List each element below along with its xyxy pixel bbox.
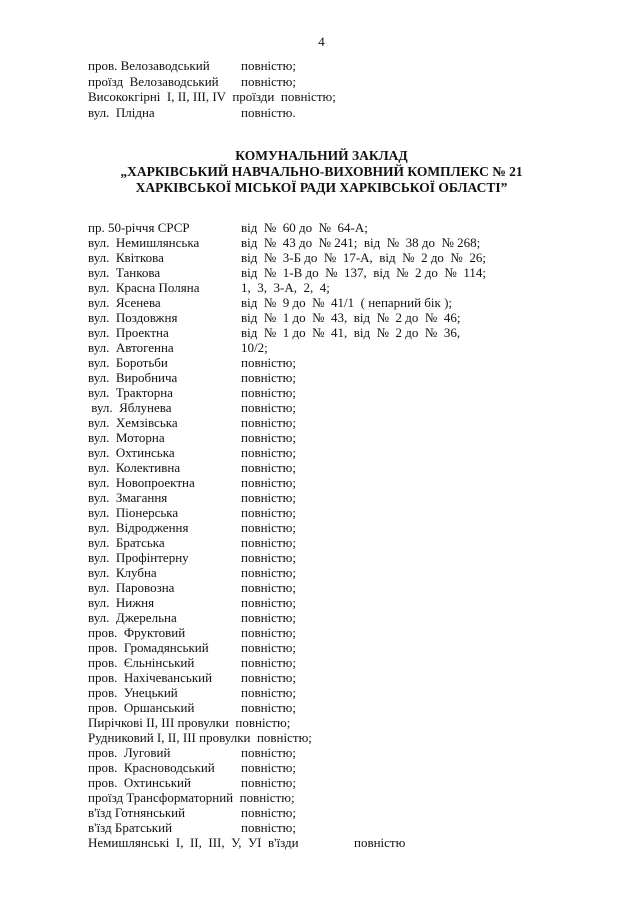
street-name: Пирічкові II, III провулки повністю;	[88, 715, 291, 730]
street-coverage: повністю;	[241, 490, 296, 505]
street-coverage: повністю;	[241, 565, 296, 580]
street-name: вул. Клубна	[88, 565, 157, 580]
page-number: 4	[318, 34, 325, 49]
heading-line-1: КОМУНАЛЬНИЙ ЗАКЛАД	[235, 148, 408, 163]
street-coverage: повністю;	[241, 700, 296, 715]
street-name: пров. Луговий	[88, 745, 171, 760]
street-coverage: повністю;	[241, 610, 296, 625]
street-coverage: повністю;	[241, 805, 296, 820]
street-name: вул. Нижня	[88, 595, 155, 610]
street-coverage: повністю;	[241, 445, 296, 460]
street-coverage: повністю;	[241, 820, 296, 835]
street-name: вул. Ясенева	[88, 295, 161, 310]
street-name: вул. Хемзівська	[88, 415, 178, 430]
street-name: вул. Плідна	[88, 104, 155, 120]
street-name: вул. Красна Поляна	[88, 280, 200, 295]
street-name: вул. Відродження	[88, 520, 189, 535]
street-name: вул. Тракторна	[88, 385, 173, 400]
street-coverage: повністю;	[241, 760, 296, 775]
street-name: вул. Змагання	[88, 490, 168, 505]
street-coverage: 10/2;	[241, 340, 268, 355]
street-coverage: повністю;	[241, 640, 296, 655]
street-name: пров. Унецький	[88, 685, 178, 700]
street-coverage: від № 1-В до № 137, від № 2 до № 114;	[241, 265, 486, 280]
heading-line-3: ХАРКІВСЬКОЇ МІСЬКОЇ РАДИ ХАРКІВСЬКОЇ ОБЛАСТІ”	[135, 180, 508, 195]
street-coverage: повністю;	[241, 370, 296, 385]
street-coverage: повністю	[354, 835, 406, 850]
street-name: вул. Боротьби	[88, 355, 168, 370]
street-coverage: повністю;	[241, 685, 296, 700]
street-coverage: повністю;	[241, 460, 296, 475]
street-name: вул. Джерельна	[88, 610, 177, 625]
street-coverage: повністю;	[241, 400, 296, 415]
street-name: пров. Громадянський	[88, 640, 209, 655]
street-coverage: повністю;	[241, 535, 296, 550]
street-name: вул. Проектна	[88, 325, 169, 340]
street-name: пр. 50-річчя СРСР	[88, 220, 190, 235]
street-name: вул. Моторна	[88, 430, 165, 445]
street-coverage: повністю;	[241, 73, 296, 89]
street-coverage: повністю;	[241, 430, 296, 445]
street-name: вул. Виробнича	[88, 370, 178, 385]
street-name: пров. Красноводський	[88, 760, 215, 775]
street-name: Висококгірні I, II, III, IV проїзди повністю;	[88, 89, 336, 104]
heading-line-2: „ХАРКІВСЬКИЙ НАВЧАЛЬНО-ВИХОВНИЙ КОМПЛЕКС № 21	[120, 164, 523, 179]
street-name: пров. Єльнінський	[88, 655, 195, 670]
street-name: вул. Профінтерну	[88, 550, 189, 565]
street-name: пров. Велозаводський	[88, 58, 210, 73]
street-name: вул. Танкова	[88, 265, 161, 280]
street-coverage: повністю;	[241, 670, 296, 685]
street-coverage: від № 1 до № 43, від № 2 до № 46;	[241, 310, 461, 325]
street-coverage: повністю;	[241, 580, 296, 595]
street-coverage: від № 60 до № 64-А;	[241, 220, 368, 235]
street-name: вул. Паровозна	[88, 580, 175, 595]
street-name: пров. Фруктовий	[88, 625, 186, 640]
street-name: проїзд Велозаводський	[88, 73, 219, 89]
street-name: вул. Поздовжня	[88, 310, 178, 325]
street-name: вул. Немишлянська	[88, 235, 200, 250]
street-coverage: повністю;	[241, 655, 296, 670]
street-coverage: від № 1 до № 41, від № 2 до № 36,	[241, 325, 461, 340]
institution-heading	[0, 148, 643, 196]
street-coverage: повністю;	[241, 415, 296, 430]
street-name: вул. Квіткова	[88, 250, 164, 265]
street-coverage: повністю;	[241, 595, 296, 610]
street-name: проїзд Трансформаторний повністю;	[88, 790, 295, 805]
street-coverage: 1, 3, 3-А, 2, 4;	[241, 280, 330, 295]
street-coverage: повністю;	[241, 505, 296, 520]
street-name: вул. Братська	[88, 535, 165, 550]
street-name: вул. Піонерська	[88, 505, 179, 520]
street-name: пров. Оршанський	[88, 700, 195, 715]
street-name: вул. Колективна	[88, 460, 181, 475]
street-coverage: повністю;	[241, 520, 296, 535]
street-coverage: повністю;	[241, 625, 296, 640]
street-coverage: від № 43 до № 241; від № 38 до № 268;	[241, 235, 481, 250]
street-coverage: повністю;	[241, 745, 296, 760]
street-coverage: повністю;	[241, 475, 296, 490]
street-name: Немишлянські I, II, III, У, УI в'їзди	[88, 835, 299, 850]
street-name: вул. Охтинська	[88, 445, 175, 460]
street-coverage: повністю;	[241, 550, 296, 565]
street-coverage: повністю;	[241, 775, 296, 790]
street-name: вул. Яблунева	[88, 400, 172, 415]
street-name: пров. Охтинський	[88, 775, 191, 790]
street-coverage: від № 9 до № 41/1 ( непарний бік );	[241, 295, 453, 310]
street-name: Рудниковий I, II, III провулки повністю;	[88, 730, 312, 745]
street-name: вул. Новопроектна	[88, 475, 195, 490]
street-name: в'їзд Братський	[88, 820, 173, 835]
street-coverage: повністю;	[241, 385, 296, 400]
street-name: в'їзд Готнянський	[88, 805, 186, 820]
street-coverage: від № 3-Б до № 17-А, від № 2 до № 26;	[241, 250, 486, 265]
street-coverage: повністю;	[241, 58, 296, 73]
street-name: пров. Нахічеванський	[88, 670, 213, 685]
street-name: вул. Автогенна	[88, 340, 174, 355]
street-coverage: повністю;	[241, 355, 296, 370]
street-coverage: повністю.	[241, 104, 296, 120]
